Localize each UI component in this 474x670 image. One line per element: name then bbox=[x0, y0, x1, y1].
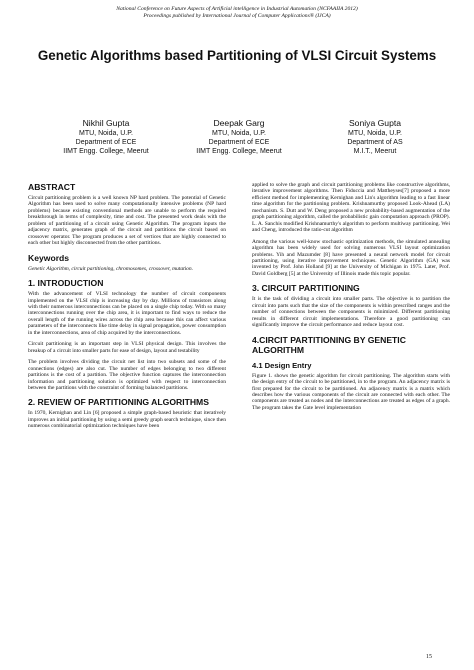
author-affiliation: MTU, Noida, U.P. bbox=[348, 130, 402, 137]
abstract-heading: ABSTRACT bbox=[28, 182, 76, 192]
review-heading: 2. REVIEW OF PARTITIONING ALGORITHMS bbox=[28, 397, 209, 408]
review-paragraph: applied to solve the graph and circuit partitioning problems like constructive algorithms, iterative improvement algorithms. Then Fiduccia and Mattheyses[7] proposed a more efficient method for implementing Kernighan and Lin's algorithm leading to a fast linear time algorithm for the partitioning problem. Krishnamurthy proposed Look-Ahead (LA) mechanism. S. Dutt and W. Deng proposed a new probability-based augmentation of the graph partitioning algorithm, called the probabilistic gain computation approach (PROP). L. A. Sanchis modified Krishnamurthy's algorithm to perform multiway partitioning. Wei and Cheng, introduced the ratio-cut algorithm bbox=[252, 182, 450, 234]
author-college: IIMT Engg. College, Meerut bbox=[63, 148, 149, 155]
circuit-partitioning-heading: 3. CIRCUIT PARTITIONING bbox=[252, 283, 360, 294]
author-affiliation: MTU, Noida, U.P. bbox=[212, 130, 266, 137]
author-department: Department of ECE bbox=[208, 139, 270, 146]
page-number: 15 bbox=[426, 654, 432, 660]
author-department: Department of AS bbox=[347, 139, 403, 146]
author-name: Nikhil Gupta bbox=[82, 118, 130, 128]
author-department: Department of ECE bbox=[75, 139, 137, 146]
genetic-partitioning-heading: 4.CIRCIT PARTITIONING BY GENETIC ALGORITHM bbox=[252, 334, 406, 355]
introduction-heading: 1. INTRODUCTION bbox=[28, 278, 104, 289]
abstract-text: Circuit partitioning problem is a well known NP hard problem. The potential of Genetic Algorithm has been used to solve many computationally intensive problems (NP hard problems) because existing conventional methods are unable to perform the required breakthrough in terms of complexity, time and cost. The presented work deals with the problem of partitioning of a circuit using Genetic Algorithm. The program inputs the adjacency matrix, generates graph of the circuit and partitions the circuit based on crossover operator. The program produces a set of vertices that are highly connected to each other but highly disconnected from the other partitions. bbox=[28, 195, 226, 247]
introduction-paragraph: The problem involves dividing the circuit net list into two subsets and some of the connections (edges) are also cut. The number of edges belonging to two different partitions is the cost of a partition. The objective function captures the interconnection information and partitioning solution is optimized with respect to interconnection between the partitions with the constraint of forming balanced partitions. bbox=[28, 359, 226, 391]
left-column bbox=[28, 182, 226, 435]
author-college: M.I.T., Meerut bbox=[353, 148, 397, 155]
introduction-paragraph: Circuit partitioning is an important step in VLSI physical design. This involves the breakup of a circuit into smaller parts for ease of design, layout and testability bbox=[28, 341, 226, 354]
paper-title: Genetic Algorithms based Partitioning of VLSI Circuit Systems bbox=[37, 48, 437, 63]
author-block-3 bbox=[305, 117, 445, 156]
right-column bbox=[252, 182, 450, 416]
author-block-2 bbox=[169, 117, 309, 156]
review-paragraph: Among the various well-know stochastic optimization methods, the simulated annealing algorithm has been widely used for solving numerous VLSI layout optimization problems. Yih and Mazumder [8] have presented a neural network model for circuit partitioning, using iterative improvement techniques. Genetic Algorithm (GA) was invented by Prof. John Holland [9] at the University of Michigan in 1975. Later, Prof. David Goldberg [5] at the University of Illinois made this topic popular. bbox=[252, 238, 450, 277]
header-line-1: National Conference on Future Aspects of Artificial intelligence in Industrial Automation (NCFAAIIA 2012) bbox=[116, 6, 358, 12]
keywords-heading: Keywords bbox=[28, 252, 70, 263]
conference-header bbox=[0, 6, 474, 20]
design-entry-paragraph: Figure 1. shows the genetic algorithm for circuit partitioning. The algorithm starts with the design entry of the circuit to be partitioned, in to the program. An adjacency matrix is first prepared for the circuit to be partitioned. An adjacency matrix is a matrix which describes how the various components of the circuit are connected with each other. The components are treated as nodes and the interconnections are treated as edges of a graph. The program takes the Gate level implementation bbox=[252, 372, 450, 411]
review-paragraph: In 1970, Kernighan and Lin [6] proposed a simple graph-based heuristic that iteratively improves an initial partitioning by using a semi greedy graph search technique, since then numerous combinatorial optimization techniques have been bbox=[28, 410, 226, 430]
author-affiliation: MTU, Noida, U.P. bbox=[79, 130, 133, 137]
author-name: Deepak Garg bbox=[213, 118, 265, 128]
header-line-2: Proceedings published by International Journal of Computer Applications® (IJCA) bbox=[143, 13, 331, 19]
author-name: Soniya Gupta bbox=[348, 118, 402, 128]
circuit-partitioning-paragraph: It is the task of dividing a circuit into smaller parts. The objective is to partition the circuit into parts such that the size of the components is within prescribed ranges and the number of connections between the components is minimized. Different partitioning results in different circuit implementations. Therefore a good partitioning can significantly improve the circuit performance and reduce layout cost. bbox=[252, 296, 450, 329]
keywords-text: Genetic Algorithm, circuit partitioning, chromosomes, crossover, mutation. bbox=[28, 265, 194, 272]
author-block-1 bbox=[36, 117, 176, 156]
design-entry-heading: 4.1 Design Entry bbox=[252, 360, 312, 370]
introduction-paragraph: With the advancement of VLSI technology the number of circuit components implemented on the VLSI chip is increasing day by day. Millions of transistors along with their numerous interconnections can be placed on a single chip today. With so many interconnections running over the chip area, it is important to find ways to reduce the overall length of the running wires across the chip area because this can affect various parameters of the interconnects like time delay in signal propagation, power consumption in the interconnections, area of chip acquired by the interconnections. bbox=[28, 291, 226, 336]
author-college: IIMT Engg. College, Meerut bbox=[196, 148, 282, 155]
